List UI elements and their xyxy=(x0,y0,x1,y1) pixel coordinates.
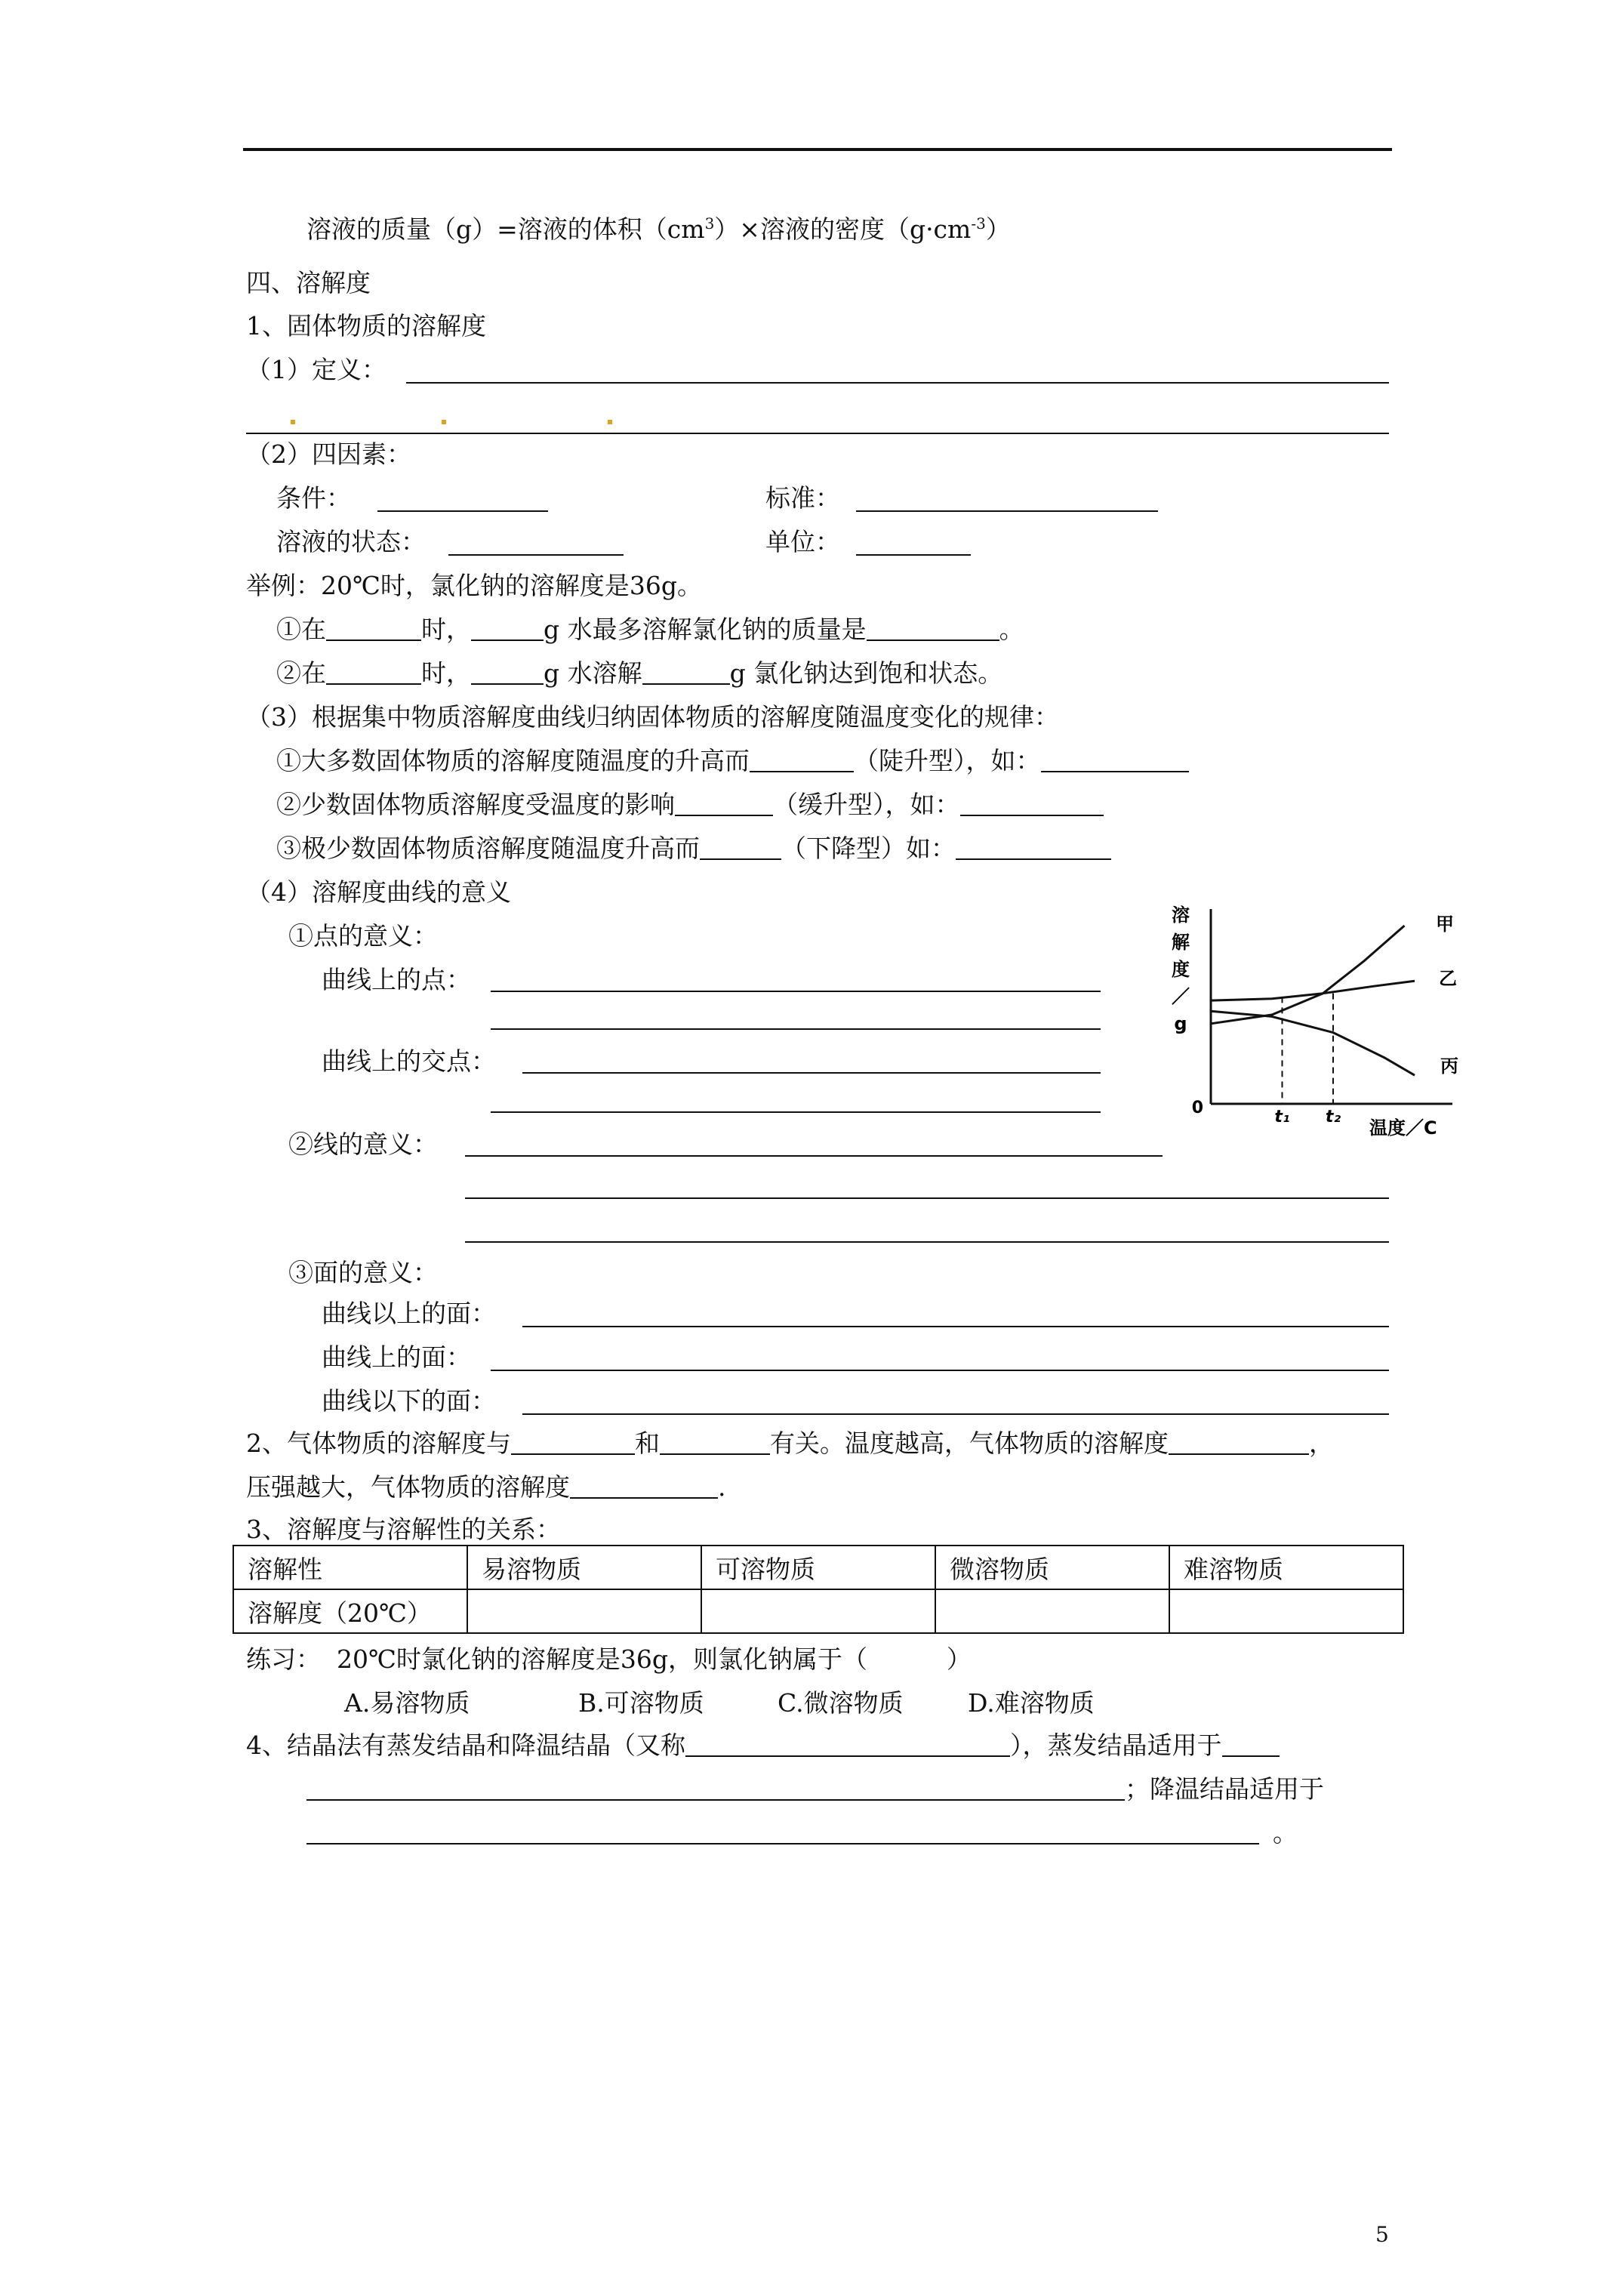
fill-blank xyxy=(1169,1431,1309,1455)
fill-blank xyxy=(1041,748,1189,772)
fill-blank xyxy=(750,748,854,772)
solubility-table xyxy=(233,1545,1404,1634)
text-part: 。 xyxy=(1273,1818,1298,1848)
series-line xyxy=(1211,926,1405,1024)
on-curve-area-label: 曲线上的面： xyxy=(322,1342,471,1372)
answer-line xyxy=(491,1370,1389,1371)
four-factors-label: （2）四因素： xyxy=(246,439,411,469)
marker-dot xyxy=(291,420,295,424)
state-label: 溶液的状态： xyxy=(276,527,426,556)
solubility-curve-chart xyxy=(1166,903,1483,1152)
text-part: g 水最多溶解氯化钠的质量是 xyxy=(544,615,867,644)
answer-line xyxy=(465,1241,1389,1243)
text-part: （缓升型），如： xyxy=(773,790,960,819)
option-b: B.可溶物质 xyxy=(578,1688,704,1718)
table-cell xyxy=(701,1589,935,1633)
point-meaning-label: ①点的意义： xyxy=(288,921,438,951)
y-axis-label-char: 解 xyxy=(1172,932,1190,953)
text-part: g 氯化钠达到饱和状态。 xyxy=(729,658,1003,688)
fill-blank xyxy=(306,1777,1125,1801)
text-part: ③极少数固体物质溶解度随温度升高而 xyxy=(276,834,700,863)
formula-sup: -3 xyxy=(971,214,986,233)
gas-solubility-line xyxy=(246,1428,1334,1459)
formula-part: 溶液的质量（g）=溶液的体积（cm xyxy=(306,214,705,244)
table-cell: 溶解性 xyxy=(233,1546,467,1589)
text-part: （下降型）如： xyxy=(781,834,956,863)
text-part: 压强越大，气体物质的溶解度 xyxy=(246,1472,570,1502)
gas-pressure-line xyxy=(246,1472,726,1502)
answer-line xyxy=(465,1197,1389,1199)
text-part: 和 xyxy=(635,1428,660,1458)
table-cell: 可溶物质 xyxy=(701,1546,935,1589)
option-d: D.难溶物质 xyxy=(968,1688,1095,1718)
fill-blank xyxy=(956,836,1111,860)
unit-label: 单位： xyxy=(765,527,840,556)
condition-label: 条件： xyxy=(276,483,351,513)
rule-item-2 xyxy=(276,790,1104,820)
table-cell: 微溶物质 xyxy=(935,1546,1169,1589)
answer-line xyxy=(491,1111,1101,1113)
fill-blank xyxy=(471,661,544,685)
text-part: ， xyxy=(1309,1428,1334,1458)
series-line xyxy=(1211,1011,1415,1075)
fill-blank xyxy=(960,792,1104,816)
marker-dot xyxy=(608,420,612,424)
on-curve-point-label: 曲线上的点： xyxy=(322,965,471,994)
y-axis-label-char: 度 xyxy=(1172,959,1190,980)
text-part: g 水溶解 xyxy=(544,658,642,688)
table-cell xyxy=(1169,1589,1403,1633)
intersection-label: 曲线上的交点： xyxy=(322,1046,496,1076)
example-text: 举例：20℃时，氯化钠的溶解度是36g。 xyxy=(246,571,703,600)
formula-part: ）×溶液的密度（g·cm xyxy=(714,214,972,244)
answer-line xyxy=(856,510,1158,512)
line-meaning-label: ②线的意义： xyxy=(288,1130,438,1159)
fill-blank xyxy=(471,617,544,641)
table-cell: 溶解度（20℃） xyxy=(233,1589,467,1633)
section-title: 四、溶解度 xyxy=(246,268,371,297)
marker-dot xyxy=(442,420,446,424)
table-cell xyxy=(467,1589,701,1633)
fill-blank xyxy=(511,1431,635,1455)
text-part: ②少数固体物质溶解度受温度的影响 xyxy=(276,790,675,819)
crystallization-line xyxy=(246,1730,1280,1761)
y-axis-label xyxy=(1172,905,1190,1034)
fill-blank xyxy=(700,836,781,860)
table-row xyxy=(233,1589,1403,1633)
y-axis-label-char: ／ xyxy=(1172,986,1190,1007)
text-part: ②在 xyxy=(276,658,326,688)
standard-label: 标准： xyxy=(765,483,840,513)
option-c: C.微溶物质 xyxy=(778,1688,904,1718)
x-tick-label: t₂ xyxy=(1325,1108,1341,1126)
text-part: ；降温结晶适用于 xyxy=(1125,1774,1324,1804)
fill-blank xyxy=(675,792,773,816)
table-row xyxy=(233,1546,1403,1589)
text-part: ①大多数固体物质的溶解度随温度的升高而 xyxy=(276,746,750,775)
fill-blank xyxy=(326,617,421,641)
text-part: 。 xyxy=(999,615,1024,644)
fill-blank xyxy=(867,617,999,641)
x-tick-label: t₁ xyxy=(1274,1108,1290,1126)
answer-line xyxy=(406,382,1389,384)
fill-blank xyxy=(306,1820,1259,1845)
rule-item-3 xyxy=(276,834,1111,864)
crystallization-line-3 xyxy=(306,1818,1298,1848)
text-part: ①在 xyxy=(276,615,326,644)
series-label: 甲 xyxy=(1436,914,1454,935)
answer-line xyxy=(522,1072,1101,1074)
rule-item-1 xyxy=(276,746,1189,776)
answer-line xyxy=(522,1413,1389,1415)
area-meaning-label: ③面的意义： xyxy=(288,1258,438,1287)
text-part: 有关。温度越高，气体物质的溶解度 xyxy=(770,1428,1169,1458)
below-curve-label: 曲线以下的面： xyxy=(322,1386,496,1416)
fill-blank xyxy=(1222,1733,1280,1757)
formula-sup: 3 xyxy=(704,214,715,233)
page-number: 5 xyxy=(1375,2222,1389,2247)
answer-line xyxy=(491,1028,1101,1030)
answer-line xyxy=(448,554,624,556)
series-label: 丙 xyxy=(1440,1056,1458,1077)
formula-line xyxy=(306,214,1011,245)
text-part: 4、结晶法有蒸发结晶和降温结晶（又称 xyxy=(246,1730,685,1760)
subsection-title: 1、固体物质的溶解度 xyxy=(246,311,486,341)
relation-title: 3、溶解度与溶解性的关系： xyxy=(246,1515,561,1544)
text-part: 2、气体物质的溶解度与 xyxy=(246,1428,511,1458)
text-part: . xyxy=(718,1472,726,1502)
header-rule xyxy=(243,148,1392,151)
definition-label: （1）定义： xyxy=(246,355,387,384)
above-curve-label: 曲线以上的面： xyxy=(322,1299,496,1328)
y-axis-label-char: g xyxy=(1174,1013,1187,1034)
example-item-2 xyxy=(276,658,1002,689)
rule-title: （3）根据集中物质溶解度曲线归纳固体物质的溶解度随温度变化的规律： xyxy=(246,702,1059,732)
answer-line xyxy=(856,554,971,556)
fill-blank xyxy=(685,1733,1010,1757)
fill-blank xyxy=(660,1431,770,1455)
text-part: 时， xyxy=(421,615,471,644)
x-axis-label: 温度／C xyxy=(1369,1117,1437,1139)
y-axis-label-char: 溶 xyxy=(1172,905,1190,926)
origin-label: 0 xyxy=(1191,1099,1203,1117)
fill-blank xyxy=(326,661,421,685)
curve-title: （4）溶解度曲线的意义 xyxy=(246,877,511,907)
answer-line xyxy=(491,991,1101,992)
series-label: 乙 xyxy=(1439,968,1457,989)
option-a: A.易溶物质 xyxy=(344,1688,470,1718)
formula-part: ） xyxy=(985,214,1011,244)
example-item-1 xyxy=(276,615,1024,645)
text-part: 时， xyxy=(421,658,471,688)
answer-line xyxy=(522,1326,1389,1327)
table-cell xyxy=(935,1589,1169,1633)
text-part: ），蒸发结晶适用于 xyxy=(1010,1730,1222,1760)
table-cell: 易溶物质 xyxy=(467,1546,701,1589)
answer-line xyxy=(246,433,1389,434)
table-cell: 难溶物质 xyxy=(1169,1546,1403,1589)
text-part: （陡升型），如： xyxy=(854,746,1041,775)
answer-line xyxy=(465,1155,1163,1157)
fill-blank xyxy=(642,661,730,685)
exercise-text: 练习： 20℃时氯化钠的溶解度是36g，则氯化钠属于（ ） xyxy=(246,1644,972,1674)
answer-line xyxy=(377,510,548,512)
fill-blank xyxy=(570,1475,718,1499)
crystallization-line-2 xyxy=(306,1774,1324,1804)
